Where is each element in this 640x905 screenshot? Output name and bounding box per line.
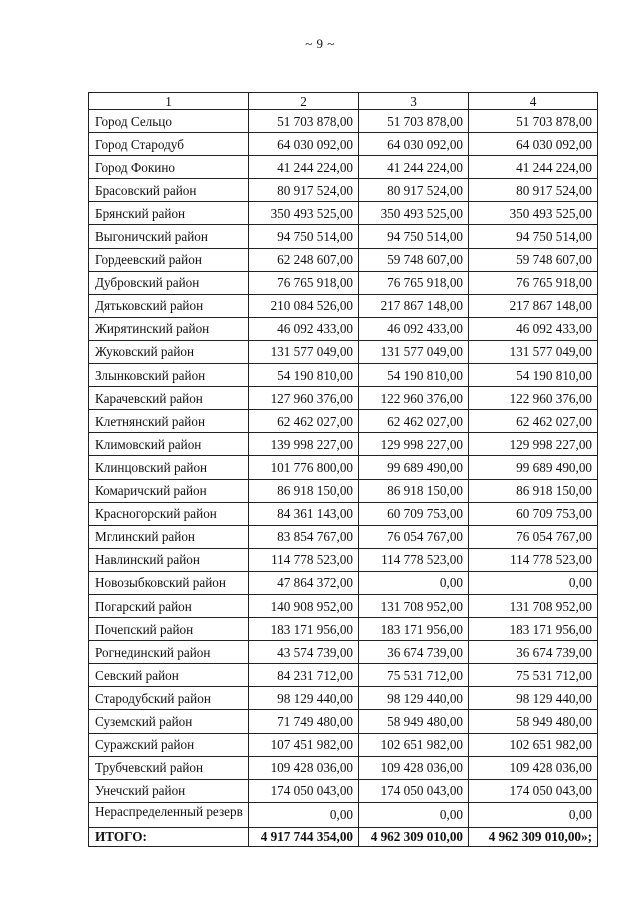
amount-cell: 114 778 523,00 <box>359 548 469 571</box>
amount-cell: 84 361 143,00 <box>249 502 359 525</box>
district-name: Город Стародуб <box>89 133 249 156</box>
district-name: Климовский район <box>89 433 249 456</box>
amount-cell: 64 030 092,00 <box>359 133 469 156</box>
amount-cell: 0,00 <box>249 802 359 827</box>
table-row <box>89 594 598 617</box>
district-name: Рогнединский район <box>89 641 249 664</box>
amount-cell: 62 462 027,00 <box>359 410 469 433</box>
amount-cell: 41 244 224,00 <box>359 156 469 179</box>
amount-cell: 183 171 956,00 <box>469 618 598 641</box>
table-row <box>89 156 598 179</box>
amount-cell: 76 765 918,00 <box>249 271 359 294</box>
total-row <box>89 827 598 846</box>
table-row <box>89 179 598 202</box>
amount-cell: 0,00 <box>469 571 598 594</box>
amount-cell: 350 493 525,00 <box>359 202 469 225</box>
amount-cell: 99 689 490,00 <box>359 456 469 479</box>
district-name: Севский район <box>89 664 249 687</box>
amount-cell: 46 092 433,00 <box>359 317 469 340</box>
table-row <box>89 802 598 827</box>
district-name: Погарский район <box>89 594 249 617</box>
amount-cell: 36 674 739,00 <box>469 641 598 664</box>
table-row <box>89 548 598 571</box>
district-name: Мглинский район <box>89 525 249 548</box>
amount-cell: 86 918 150,00 <box>469 479 598 502</box>
amount-cell: 98 129 440,00 <box>359 687 469 710</box>
table-row <box>89 571 598 594</box>
total-value: 4 962 309 010,00»; <box>469 827 598 846</box>
amount-cell: 62 248 607,00 <box>249 248 359 271</box>
amount-cell: 80 917 524,00 <box>469 179 598 202</box>
amount-cell: 114 778 523,00 <box>469 548 598 571</box>
amount-cell: 76 054 767,00 <box>359 525 469 548</box>
amount-cell: 76 765 918,00 <box>469 271 598 294</box>
amount-cell: 59 748 607,00 <box>469 248 598 271</box>
amount-cell: 98 129 440,00 <box>249 687 359 710</box>
amount-cell: 122 960 376,00 <box>359 387 469 410</box>
table-row <box>89 433 598 456</box>
table-row <box>89 387 598 410</box>
table-row <box>89 364 598 387</box>
district-name: Злынковский район <box>89 364 249 387</box>
district-name: Жирятинский район <box>89 317 249 340</box>
total-value: 4 917 744 354,00 <box>249 827 359 846</box>
amount-cell: 76 054 767,00 <box>469 525 598 548</box>
amount-cell: 86 918 150,00 <box>359 479 469 502</box>
amount-cell: 131 577 049,00 <box>469 340 598 363</box>
amount-cell: 41 244 224,00 <box>469 156 598 179</box>
amount-cell: 109 428 036,00 <box>469 756 598 779</box>
amount-cell: 139 998 227,00 <box>249 433 359 456</box>
amount-cell: 58 949 480,00 <box>469 710 598 733</box>
table-row <box>89 687 598 710</box>
table-row <box>89 664 598 687</box>
district-name: Брасовский район <box>89 179 249 202</box>
table-row <box>89 410 598 433</box>
amount-cell: 64 030 092,00 <box>469 133 598 156</box>
column-header: 1 <box>89 93 249 110</box>
column-header: 2 <box>249 93 359 110</box>
table-row <box>89 733 598 756</box>
amount-cell: 99 689 490,00 <box>469 456 598 479</box>
amount-cell: 0,00 <box>359 571 469 594</box>
table-header-row <box>89 93 598 110</box>
amount-cell: 183 171 956,00 <box>359 618 469 641</box>
amount-cell: 60 709 753,00 <box>469 502 598 525</box>
amount-cell: 107 451 982,00 <box>249 733 359 756</box>
amount-cell: 80 917 524,00 <box>359 179 469 202</box>
amount-cell: 210 084 526,00 <box>249 294 359 317</box>
district-name: Красногорский район <box>89 502 249 525</box>
table-row <box>89 641 598 664</box>
column-header: 4 <box>469 93 598 110</box>
amount-cell: 127 960 376,00 <box>249 387 359 410</box>
district-name: Дятьковский район <box>89 294 249 317</box>
amount-cell: 75 531 712,00 <box>469 664 598 687</box>
amount-cell: 101 776 800,00 <box>249 456 359 479</box>
district-name: Жуковский район <box>89 340 249 363</box>
amount-cell: 84 231 712,00 <box>249 664 359 687</box>
amount-cell: 94 750 514,00 <box>249 225 359 248</box>
table-row <box>89 340 598 363</box>
amount-cell: 131 577 049,00 <box>249 340 359 363</box>
district-name: Брянский район <box>89 202 249 225</box>
amount-cell: 54 190 810,00 <box>249 364 359 387</box>
amount-cell: 350 493 525,00 <box>469 202 598 225</box>
amount-cell: 80 917 524,00 <box>249 179 359 202</box>
amount-cell: 94 750 514,00 <box>469 225 598 248</box>
amount-cell: 129 998 227,00 <box>359 433 469 456</box>
amount-cell: 94 750 514,00 <box>359 225 469 248</box>
table-row <box>89 248 598 271</box>
amount-cell: 174 050 043,00 <box>469 779 598 802</box>
district-name: Новозыбковский район <box>89 571 249 594</box>
amount-cell: 60 709 753,00 <box>359 502 469 525</box>
table-row <box>89 779 598 802</box>
district-name: Клетнянский район <box>89 410 249 433</box>
district-name: Стародубский район <box>89 687 249 710</box>
amount-cell: 183 171 956,00 <box>249 618 359 641</box>
amount-cell: 140 908 952,00 <box>249 594 359 617</box>
table-row <box>89 525 598 548</box>
amount-cell: 174 050 043,00 <box>359 779 469 802</box>
district-name: Город Фокино <box>89 156 249 179</box>
district-name: Гордеевский район <box>89 248 249 271</box>
amount-cell: 51 703 878,00 <box>359 110 469 133</box>
amount-cell: 131 577 049,00 <box>359 340 469 363</box>
district-name: Комаричский район <box>89 479 249 502</box>
district-name: Навлинский район <box>89 548 249 571</box>
district-name: Почепский район <box>89 618 249 641</box>
district-name: Унечский район <box>89 779 249 802</box>
budget-table <box>88 92 598 847</box>
table-row <box>89 133 598 156</box>
table-row <box>89 202 598 225</box>
table-row <box>89 456 598 479</box>
amount-cell: 36 674 739,00 <box>359 641 469 664</box>
table-row <box>89 756 598 779</box>
table-row <box>89 502 598 525</box>
amount-cell: 131 708 952,00 <box>469 594 598 617</box>
table-row <box>89 317 598 340</box>
amount-cell: 83 854 767,00 <box>249 525 359 548</box>
amount-cell: 109 428 036,00 <box>249 756 359 779</box>
amount-cell: 75 531 712,00 <box>359 664 469 687</box>
table-row <box>89 710 598 733</box>
amount-cell: 0,00 <box>359 802 469 827</box>
district-name: Город Сельцо <box>89 110 249 133</box>
district-name: Суземский район <box>89 710 249 733</box>
amount-cell: 46 092 433,00 <box>249 317 359 340</box>
amount-cell: 131 708 952,00 <box>359 594 469 617</box>
amount-cell: 76 765 918,00 <box>359 271 469 294</box>
amount-cell: 51 703 878,00 <box>249 110 359 133</box>
table-row <box>89 225 598 248</box>
total-label: ИТОГО: <box>89 827 249 846</box>
amount-cell: 217 867 148,00 <box>469 294 598 317</box>
page-number: ~ 9 ~ <box>305 36 335 51</box>
amount-cell: 174 050 043,00 <box>249 779 359 802</box>
amount-cell: 54 190 810,00 <box>469 364 598 387</box>
district-name: Выгоничский район <box>89 225 249 248</box>
amount-cell: 47 864 372,00 <box>249 571 359 594</box>
table-row <box>89 110 598 133</box>
district-name: Трубчевский район <box>89 756 249 779</box>
district-name: Клинцовский район <box>89 456 249 479</box>
district-name: Карачевский район <box>89 387 249 410</box>
amount-cell: 114 778 523,00 <box>249 548 359 571</box>
table-row <box>89 294 598 317</box>
amount-cell: 86 918 150,00 <box>249 479 359 502</box>
amount-cell: 122 960 376,00 <box>469 387 598 410</box>
table-row <box>89 271 598 294</box>
amount-cell: 54 190 810,00 <box>359 364 469 387</box>
amount-cell: 102 651 982,00 <box>359 733 469 756</box>
amount-cell: 64 030 092,00 <box>249 133 359 156</box>
amount-cell: 46 092 433,00 <box>469 317 598 340</box>
amount-cell: 350 493 525,00 <box>249 202 359 225</box>
amount-cell: 109 428 036,00 <box>359 756 469 779</box>
column-header: 3 <box>359 93 469 110</box>
amount-cell: 41 244 224,00 <box>249 156 359 179</box>
table-row <box>89 618 598 641</box>
amount-cell: 0,00 <box>469 802 598 827</box>
district-name: Дубровский район <box>89 271 249 294</box>
district-name: Суражский район <box>89 733 249 756</box>
amount-cell: 102 651 982,00 <box>469 733 598 756</box>
amount-cell: 51 703 878,00 <box>469 110 598 133</box>
amount-cell: 58 949 480,00 <box>359 710 469 733</box>
amount-cell: 217 867 148,00 <box>359 294 469 317</box>
amount-cell: 62 462 027,00 <box>469 410 598 433</box>
total-value: 4 962 309 010,00 <box>359 827 469 846</box>
amount-cell: 43 574 739,00 <box>249 641 359 664</box>
amount-cell: 129 998 227,00 <box>469 433 598 456</box>
amount-cell: 71 749 480,00 <box>249 710 359 733</box>
amount-cell: 59 748 607,00 <box>359 248 469 271</box>
district-name: Нераспределенный резерв <box>89 802 249 827</box>
amount-cell: 62 462 027,00 <box>249 410 359 433</box>
amount-cell: 98 129 440,00 <box>469 687 598 710</box>
table-row <box>89 479 598 502</box>
